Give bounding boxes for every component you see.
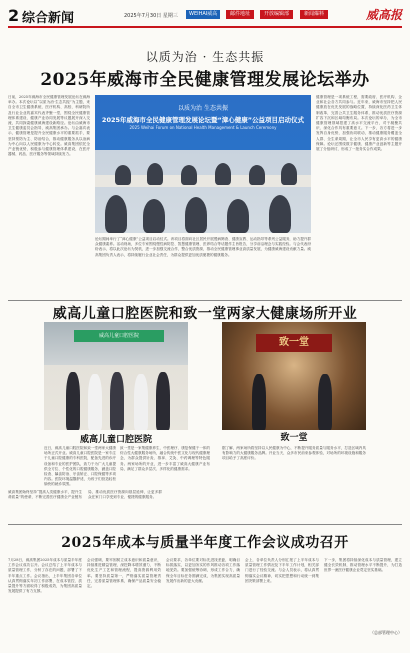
clinic-photo bbox=[44, 322, 188, 430]
attendee bbox=[105, 195, 127, 233]
banner-subtitle: 2025 Weihai Forum on National Health Management & Launch Ceremony bbox=[129, 125, 277, 130]
article1-column-1: 日前，2025年威海市全民健康管理发展论坛在威海举办。本次论坛以“以质为治·生态共振”为主题，来自全市卫生健康系统、医疗机构、高校、科研院所及行业企业的嘉宾代表齐聚一堂，围绕全民健康管理体系建设、健康产业协同发展等议题展开深入交流，共同探索健康威海建设新路径。论坛由威海市卫生健康委员会指导，威高集团承办。与会嘉宾表示，健康管理是提升全民健康水平的重要抓手，要坚持预防为主、防治结合，推动健康服务从以治病为中心向以人民健康为中心转变。威高集团依托全产业链优势，积极参与健康管理体系建设，在医疗器械、药品、医疗服务等领域持续发力。 bbox=[8, 95, 90, 157]
article2-column-left: 近日，威高儿童口腔医院和致一堂两家大健康场所正式开业。威高儿童口腔医院是一家专注于儿童口腔健康的专科医院，配备先进的诊疗设备和专业的医护团队，致力于为广大儿童提供全方位、个性化的口腔健康服务，涵盖口腔检查、龋齿防治、牙齿矫正、口腔保健等多项内容。医院环境温馨舒适，为孩子们营造轻松愉快的就诊氛围。 bbox=[44, 446, 116, 487]
attendee bbox=[147, 163, 163, 185]
guest bbox=[134, 374, 148, 430]
attendee bbox=[185, 197, 207, 233]
article2-column-right: 据了解，两家场所将坚持以人民健康为中心，不断提升服务质量与服务水平，打造区域内具有影响力的大健康服务品牌。开业当天，众多市民前来参观体验，对场所的环境设施和服务项目给予了高度评价。 bbox=[222, 446, 366, 461]
zhiyi-photo bbox=[222, 322, 366, 430]
section-divider bbox=[8, 300, 402, 301]
attendee bbox=[143, 199, 165, 233]
banner-title: 2025年威海市全民健康管理发展论坛暨“漳心健康”公益项目启动仪式 bbox=[101, 116, 305, 124]
email-tag[interactable]: 邮件地址 bbox=[226, 10, 254, 19]
article2-column-mid: 致一堂是一家集健康养生、中医理疗、康复保健于一体的综合性大健康服务场所，融合传统中医文化与现代健康理念，为群众提供针灸、推拿、艾灸、中药调理等特色服务。两家场所的开业，进一步丰富了威高大健康产业布局，满足了群众多层次、多样化的健康需求。 bbox=[120, 446, 210, 471]
article3-credit: （总部管理中心） bbox=[370, 630, 402, 635]
article1-heading bbox=[0, 48, 410, 90]
article3-column-4: 会上，各单位负责人分别汇报了上半年成本与质量管理工作情况及下半年工作计划，相关部门进行了经验交流。与会人员表示，将认真贯彻落实会议精神，切实把思想和行动统一到集团决策部署上来。 bbox=[245, 558, 319, 583]
attendee bbox=[215, 163, 231, 185]
attendee bbox=[281, 163, 297, 185]
zhiyi-caption: 致一堂 bbox=[280, 433, 308, 443]
attendee bbox=[227, 199, 249, 233]
brand-tag: WEIHAI威高 bbox=[186, 10, 220, 19]
article1-kicker: 以质为治 · 生态共振 bbox=[145, 50, 265, 64]
date-line: 2025年7月30日 星期三 bbox=[124, 13, 178, 19]
guest bbox=[156, 372, 170, 430]
attendee bbox=[249, 165, 265, 185]
guest bbox=[252, 374, 266, 430]
tips-tag[interactable]: 新闻爆料 bbox=[300, 10, 328, 19]
paper-logo: 威高报 bbox=[365, 8, 402, 22]
editorial-tag[interactable]: 开放编辑部 bbox=[260, 10, 293, 19]
article3-column-3: 会议要求，各单位要对标先进找差距，明确目标抓落实，以更加务实的作风推动各项工作落地见效。要加强统筹协调，形成工作合力，确保全年目标任务圆满完成，为集团实现高质量发展作出新的更大贡献。 bbox=[166, 558, 240, 583]
article1-column-3: 健康管理是一项系统工程，需要政府、医疗机构、企业和社会各方共同参与。近年来，威海市坚持把人民健康放在优先发展的战略位置，持续深化医药卫生体制改革，完善公共卫生服务体系，推动优质医疗资源扩容下沉和区域均衡布局。本次论坛的举办，为全市健康管理领域搭建了高水平交流平台，对于凝聚共识、深化合作具有重要意义。下一步，各方将进一步发挥自身优势，加强协同联动，推动健康服务覆盖全人群、全生命周期，让全市人民享有更高水平的健康保障。论坛还围绕数字健康、健康产业创新等主题开展了分组研讨，形成了一批务实合作成果。 bbox=[316, 95, 402, 152]
article1-column-2: 论坛期间举行了“漳心健康”公益项目启动仪式。该项目将面向社区居民开展慢病筛查、健康宣教、运动指导等系列公益服务，助力提升群众健康素养。活动现场，多位专家围绕慢性病防控、智慧健康管理、医养结合等话题作主旨报告，分享前沿理念与实践经验。与会代表纷纷表示，将以此次论坛为契机，进一步加强交流合作，整合优质资源，推动全民健康管理事业高质量发展，为健康威海建设贡献力量。威高集团负责人表示，将持续履行企业社会责任，为群众提供更加优质便捷的健康服务。 bbox=[95, 237, 311, 257]
article3-column-1: 7月28日，威高集团2025年成本与质量半年度工作会议成功召开。会议总结了上半年成本与质量管理工作，分析了存在的问题，部署了下半年重点工作。会议指出，上半年集团各单位认真贯彻落实年初工作部署，在成本管控、质量提升等方面取得了积极成效，为集团高质量发展提供了有力支撑。 bbox=[8, 558, 82, 594]
clinic-sign: 威高儿童口腔医院 bbox=[74, 330, 164, 342]
article1-headline[interactable]: 2025年威海市全民健康管理发展论坛举办 bbox=[40, 70, 370, 90]
guest bbox=[66, 372, 80, 430]
zhiyi-sign: 致一堂 bbox=[256, 334, 332, 352]
clinic-caption: 威高儿童口腔医院 bbox=[79, 435, 152, 445]
guest bbox=[318, 374, 332, 430]
banner-slogan: 以质为治 生态共振 bbox=[178, 105, 228, 112]
article3-headline[interactable]: 2025年成本与质量半年度工作会议成功召开 bbox=[61, 535, 349, 551]
article3-column-5: 下一步，集团将持续深化成本与质量管理，建立健全长效机制，推动管理水平不断提升，为打造世界一流医疗健康企业奠定坚实基础。 bbox=[324, 558, 402, 573]
attendee bbox=[181, 165, 197, 185]
page-number: 2 bbox=[8, 6, 20, 25]
attendee bbox=[269, 195, 291, 233]
section-divider bbox=[8, 524, 402, 525]
section-title: 综合新闻 bbox=[22, 11, 75, 26]
forum-photo bbox=[95, 95, 311, 233]
attendee bbox=[115, 165, 131, 185]
article2-bottom-text: 威高集团始终坚持“提高人类健康水平，提升生命质量”的使命，不断完善医疗健康全产业链布局，推动优质医疗资源向基层延伸，让更多群众在家门口享受到专业、便捷的健康服务。 bbox=[8, 490, 162, 500]
guest bbox=[88, 374, 102, 430]
guest bbox=[110, 372, 124, 430]
masthead bbox=[8, 6, 402, 28]
article3-column-2: 会议强调，要牢固树立成本意识和质量意识，持续推进精益管理，深挖降本增效潜力，不断优化生产工艺和管理流程，提高资源利用效率。要坚持质量第一，严格落实质量管理责任，完善质量管理体系，确保产品质量安全稳定。 bbox=[87, 558, 161, 589]
article2-headline[interactable]: 威高儿童口腔医院和致一堂两家大健康场所开业 bbox=[52, 306, 358, 322]
